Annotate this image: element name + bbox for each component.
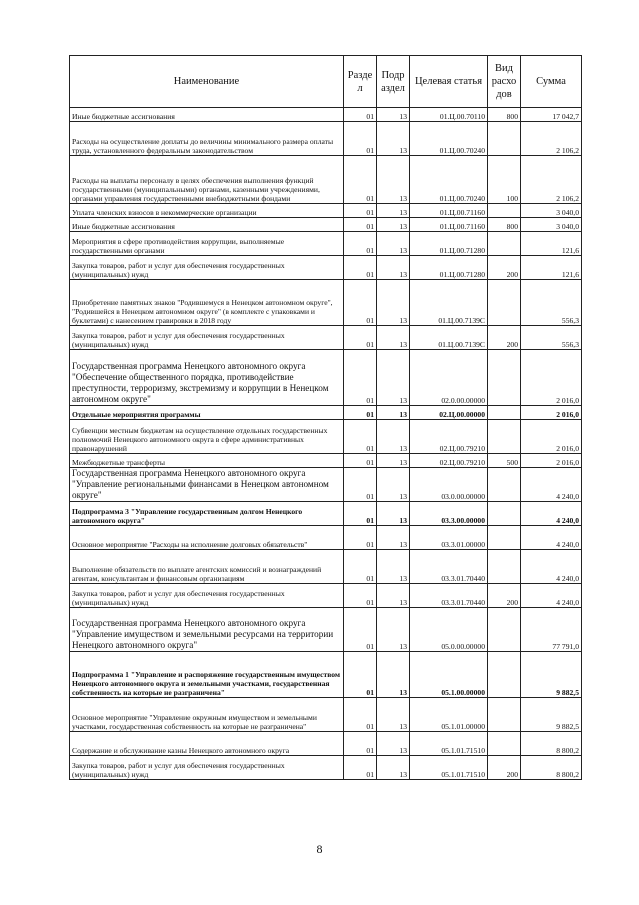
cell-name: Закупка товаров, работ и услуг для обеспечения государственных (муниципальных) нужд: [70, 256, 344, 280]
cell-target: 05.0.00.00000: [410, 608, 488, 652]
table-header-row: [70, 56, 582, 108]
cell-target: 03.0.00.00000: [410, 468, 488, 502]
cell-subsection: 13: [377, 350, 410, 406]
cell-kind: [488, 122, 521, 156]
cell-name: Иные бюджетные ассигнования: [70, 108, 344, 122]
cell-kind: [488, 526, 521, 550]
cell-target: 01.Ц.00.7139С: [410, 326, 488, 350]
cell-name: Мероприятия в сфере противодействия коррупции, выполняемые государственными органами: [70, 232, 344, 256]
cell-name: Закупка товаров, работ и услуг для обеспечения государственных (муниципальных) нужд: [70, 584, 344, 608]
cell-subsection: 13: [377, 256, 410, 280]
table-row: [70, 122, 582, 156]
cell-name: Расходы на осуществление доплаты до величины минимального размера оплаты труда, установленного федеральным законодательством: [70, 122, 344, 156]
table-row: [70, 350, 582, 406]
cell-subsection: 13: [377, 232, 410, 256]
cell-section: 01: [344, 122, 377, 156]
cell-kind: [488, 502, 521, 526]
cell-name: Государственная программа Ненецкого автономного округа "Управление региональными финансами в Ненецком автономном округе": [70, 468, 344, 502]
table-row: [70, 502, 582, 526]
cell-sum: 556,3: [521, 326, 582, 350]
cell-target: 02.0.00.00000: [410, 350, 488, 406]
cell-sum: 8 800,2: [521, 756, 582, 780]
cell-name: Уплата членских взносов в некоммерческие организации: [70, 204, 344, 218]
header-subsection: Подр аздел: [377, 56, 410, 108]
table-row: [70, 550, 582, 584]
cell-section: 01: [344, 608, 377, 652]
cell-kind: 200: [488, 326, 521, 350]
cell-section: 01: [344, 350, 377, 406]
cell-name: Закупка товаров, работ и услуг для обеспечения государственных (муниципальных) нужд: [70, 756, 344, 780]
cell-kind: [488, 280, 521, 326]
cell-name: Расходы на выплаты персоналу в целях обеспечения выполнения функций государственными (муниципальными) органами, казенными учреждениями, органами управления государственными внебюджетными фондами: [70, 156, 344, 204]
header-kind: Вид расхо дов: [488, 56, 521, 108]
header-section: Разде л: [344, 56, 377, 108]
cell-subsection: 13: [377, 608, 410, 652]
cell-sum: 2 016,0: [521, 350, 582, 406]
cell-target: 01.Ц.00.71160: [410, 204, 488, 218]
cell-name: Выполнение обязательств по выплате агентских комиссий и вознаграждений агентам, консультантам и финансовым организациям: [70, 550, 344, 584]
cell-subsection: 13: [377, 326, 410, 350]
cell-target: 05.1.01.71510: [410, 756, 488, 780]
cell-section: 01: [344, 256, 377, 280]
cell-kind: [488, 608, 521, 652]
table-row: [70, 204, 582, 218]
cell-target: 03.3.00.00000: [410, 502, 488, 526]
cell-subsection: 13: [377, 406, 410, 420]
cell-subsection: 13: [377, 526, 410, 550]
cell-section: 01: [344, 406, 377, 420]
cell-sum: 121,6: [521, 256, 582, 280]
table-row: [70, 608, 582, 652]
cell-kind: [488, 350, 521, 406]
cell-kind: 200: [488, 256, 521, 280]
cell-name: Подпрограмма 3 "Управление государственным долгом Ненецкого автономного округа": [70, 502, 344, 526]
cell-sum: 9 882,5: [521, 652, 582, 698]
cell-target: 03.3.01.70440: [410, 584, 488, 608]
table-row: [70, 156, 582, 204]
cell-section: 01: [344, 232, 377, 256]
table-row: [70, 280, 582, 326]
table-row: [70, 526, 582, 550]
cell-subsection: 13: [377, 698, 410, 732]
cell-sum: 556,3: [521, 280, 582, 326]
cell-kind: [488, 232, 521, 256]
cell-target: 05.1.00.00000: [410, 652, 488, 698]
cell-name: Закупка товаров, работ и услуг для обеспечения государственных (муниципальных) нужд: [70, 326, 344, 350]
header-target: Целевая статья: [410, 56, 488, 108]
cell-name: Отдельные мероприятия программы: [70, 406, 344, 420]
cell-sum: 2 106,2: [521, 122, 582, 156]
table-row: [70, 256, 582, 280]
table-row: [70, 698, 582, 732]
cell-target: 01.Ц.00.7139С: [410, 280, 488, 326]
cell-subsection: 13: [377, 502, 410, 526]
cell-subsection: 13: [377, 732, 410, 756]
cell-sum: 77 791,0: [521, 608, 582, 652]
cell-subsection: 13: [377, 122, 410, 156]
table-row: [70, 326, 582, 350]
cell-sum: 8 800,2: [521, 732, 582, 756]
table-row: [70, 420, 582, 454]
cell-subsection: 13: [377, 550, 410, 584]
cell-target: 02.Ц.00.79210: [410, 454, 488, 468]
cell-section: 01: [344, 526, 377, 550]
cell-target: 02.Ц.00.79210: [410, 420, 488, 454]
table-row: [70, 454, 582, 468]
cell-target: 05.1.01.00000: [410, 698, 488, 732]
cell-section: 01: [344, 108, 377, 122]
cell-target: 01.Ц.00.71160: [410, 218, 488, 232]
page-number: 8: [316, 842, 323, 856]
cell-name: Межбюджетные трансферты: [70, 454, 344, 468]
cell-target: 03.3.01.00000: [410, 526, 488, 550]
cell-kind: 100: [488, 156, 521, 204]
cell-sum: 3 040,0: [521, 218, 582, 232]
cell-target: 01.Ц.00.70240: [410, 122, 488, 156]
cell-sum: 4 240,0: [521, 502, 582, 526]
header-sum: Сумма: [521, 56, 582, 108]
table-row: [70, 406, 582, 420]
cell-subsection: 13: [377, 204, 410, 218]
cell-target: 01.Ц.00.70110: [410, 108, 488, 122]
cell-section: 01: [344, 502, 377, 526]
table-row: [70, 584, 582, 608]
table-row: [70, 468, 582, 502]
table-row: [70, 108, 582, 122]
cell-sum: 2 106,2: [521, 156, 582, 204]
cell-target: 01.Ц.00.71280: [410, 232, 488, 256]
cell-sum: 121,6: [521, 232, 582, 256]
cell-sum: 4 240,0: [521, 584, 582, 608]
cell-kind: 800: [488, 108, 521, 122]
header-name: Наименование: [70, 56, 344, 108]
cell-sum: 2 016,0: [521, 420, 582, 454]
cell-kind: [488, 468, 521, 502]
cell-subsection: 13: [377, 756, 410, 780]
table-row: [70, 232, 582, 256]
cell-sum: 4 240,0: [521, 526, 582, 550]
cell-subsection: 13: [377, 108, 410, 122]
cell-section: 01: [344, 652, 377, 698]
cell-section: 01: [344, 280, 377, 326]
cell-kind: 500: [488, 454, 521, 468]
cell-kind: [488, 698, 521, 732]
cell-subsection: 13: [377, 468, 410, 502]
cell-section: 01: [344, 454, 377, 468]
cell-subsection: 13: [377, 420, 410, 454]
cell-kind: 200: [488, 756, 521, 780]
cell-section: 01: [344, 550, 377, 584]
cell-name: Приобретение памятных знаков "Родившемуся в Ненецком автономном округе", "Родившейся в Ненецком автономном округе" (в комплекте с упаковками и буклетами) с нанесением гравировки в 2018 году: [70, 280, 344, 326]
cell-section: 01: [344, 468, 377, 502]
cell-name: Государственная программа Ненецкого автономного округа "Управление имуществом и земельными ресурсами на территории Ненецкого автономного округа": [70, 608, 344, 652]
cell-sum: 17 042,7: [521, 108, 582, 122]
cell-subsection: 13: [377, 584, 410, 608]
cell-name: Подпрограмма 1 "Управление и распоряжение государственным имуществом Ненецкого автономного округа и земельными участками, государственная собственность на которые не разграничена": [70, 652, 344, 698]
cell-section: 01: [344, 732, 377, 756]
table-row: [70, 218, 582, 232]
cell-sum: 4 240,0: [521, 468, 582, 502]
cell-subsection: 13: [377, 218, 410, 232]
cell-sum: 4 240,0: [521, 550, 582, 584]
cell-name: Иные бюджетные ассигнования: [70, 218, 344, 232]
cell-kind: [488, 204, 521, 218]
cell-sum: 9 882,5: [521, 698, 582, 732]
cell-section: 01: [344, 218, 377, 232]
cell-sum: 3 040,0: [521, 204, 582, 218]
cell-target: 01.Ц.00.71280: [410, 256, 488, 280]
cell-target: 05.1.01.71510: [410, 732, 488, 756]
table-row: [70, 756, 582, 780]
cell-kind: [488, 420, 521, 454]
cell-name: Основное мероприятие "Управление окружным имуществом и земельными участками, государственная собственность на которые не разграничена": [70, 698, 344, 732]
cell-kind: [488, 550, 521, 584]
cell-sum: 2 016,0: [521, 406, 582, 420]
cell-section: 01: [344, 326, 377, 350]
cell-name: Субвенции местным бюджетам на осуществление отдельных государственных полномочий Ненецкого автономного округа в сфере административных правонарушений: [70, 420, 344, 454]
cell-target: 01.Ц.00.70240: [410, 156, 488, 204]
cell-name: Основное мероприятие "Расходы на исполнение долговых обязательств": [70, 526, 344, 550]
cell-section: 01: [344, 156, 377, 204]
cell-target: 02.Ц.00.00000: [410, 406, 488, 420]
cell-section: 01: [344, 204, 377, 218]
cell-sum: 2 016,0: [521, 454, 582, 468]
table-row: [70, 732, 582, 756]
cell-subsection: 13: [377, 280, 410, 326]
cell-kind: [488, 406, 521, 420]
cell-section: 01: [344, 756, 377, 780]
cell-subsection: 13: [377, 652, 410, 698]
cell-target: 03.3.01.70440: [410, 550, 488, 584]
cell-kind: [488, 652, 521, 698]
cell-section: 01: [344, 420, 377, 454]
cell-kind: [488, 732, 521, 756]
cell-section: 01: [344, 698, 377, 732]
cell-section: 01: [344, 584, 377, 608]
table-row: [70, 652, 582, 698]
cell-name: Содержание и обслуживание казны Ненецкого автономного округа: [70, 732, 344, 756]
budget-table: [69, 55, 582, 780]
cell-kind: 800: [488, 218, 521, 232]
cell-name: Государственная программа Ненецкого автономного округа "Обеспечение общественного порядка, противодействие преступности, терроризму, экстремизму и коррупции в Ненецком автономном округе": [70, 350, 344, 406]
cell-subsection: 13: [377, 454, 410, 468]
cell-kind: 200: [488, 584, 521, 608]
cell-subsection: 13: [377, 156, 410, 204]
